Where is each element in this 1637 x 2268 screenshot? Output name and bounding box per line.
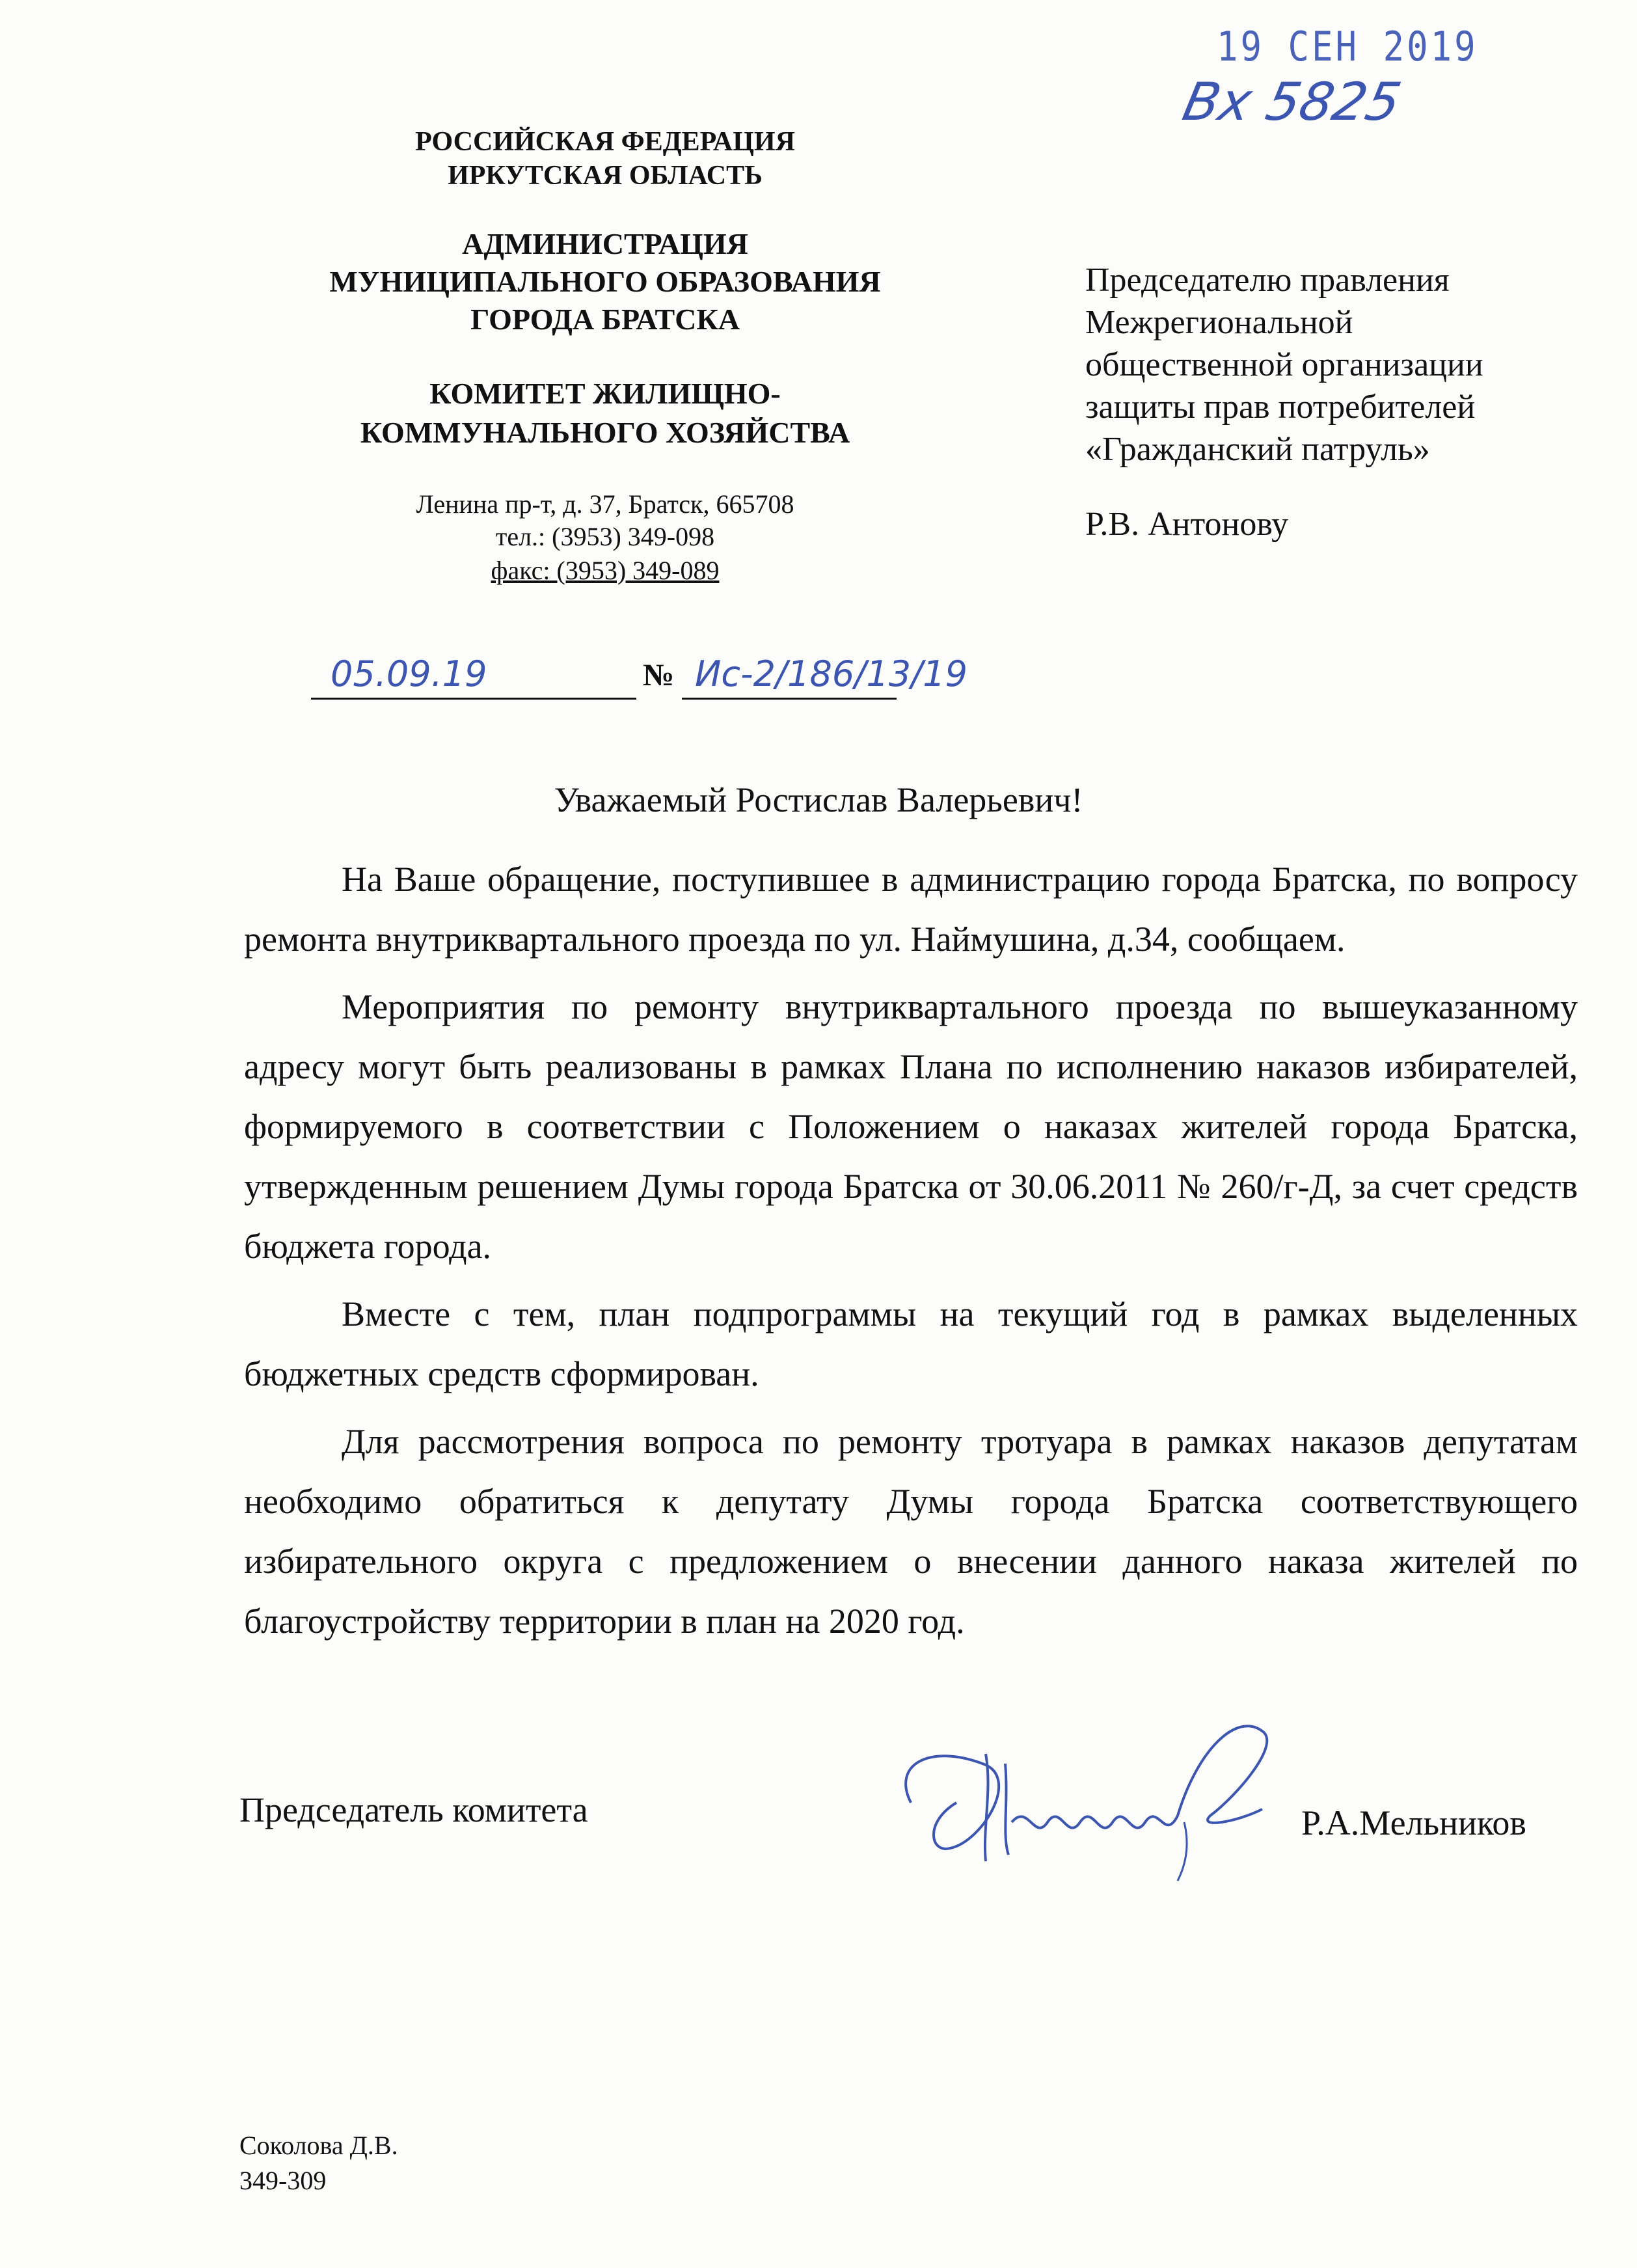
outgoing-number: Ис-2/186/13/19	[695, 653, 968, 694]
letterhead-fax-text: факс: (3953) 349-089	[491, 556, 720, 585]
outgoing-date-field	[311, 655, 636, 700]
body-paragraph: Для рассмотрения вопроса по ремонту тротуара в рамках наказов депутатам необходимо обратиться к депутату Думы города Братска соответствующего избирательного округа с предложением о внесении данного наказа жителей по благоустройству территории в план на 2020 год.	[244, 1422, 1578, 1641]
letterhead-admin-line-2: МУНИЦИПАЛЬНОГО ОБРАЗОВАНИЯ	[329, 265, 881, 298]
letter-body	[244, 849, 1578, 1659]
outgoing-date: 05.09.19	[331, 653, 487, 694]
letterhead-country: РОССИЙСКАЯ ФЕДЕРАЦИЯ	[415, 127, 795, 157]
signatory-name: Р.А.Мельников	[1301, 1803, 1526, 1842]
recipient-line-4: защиты прав потребителей	[1085, 389, 1476, 426]
letterhead-region: ИРКУТСКАЯ ОБЛАСТЬ	[448, 161, 763, 191]
body-paragraph: На Ваше обращение, поступившее в администрацию города Братска, по вопросу ремонта внутриквартального проезда по ул. Наймушина, д.34, сообщаем.	[244, 860, 1578, 959]
incoming-date-stamp: 19 СЕН 2019	[1217, 23, 1478, 70]
greeting: Уважаемый Ростислав Валерьевич!	[554, 780, 1083, 819]
letterhead-committee-line-2: КОММУНАЛЬНОГО ХОЗЯЙСТВА	[360, 416, 850, 449]
letterhead-phone: тел.: (3953) 349-098	[495, 522, 715, 551]
recipient-line-2: Межрегиональной	[1085, 304, 1353, 341]
incoming-registration-number: Вх 5825	[1178, 72, 1407, 132]
letterhead-admin-line-3: ГОРОДА БРАТСКА	[470, 303, 740, 336]
outgoing-number-field	[682, 653, 968, 700]
recipient-line-5: «Гражданский патруль»	[1085, 431, 1430, 468]
letterhead-committee-line-1: КОМИТЕТ ЖИЛИЩНО-	[429, 377, 781, 410]
signatory-title: Председатель комитета	[239, 1790, 588, 1829]
letterhead-address: Ленина пр-т, д. 37, Братск, 665708	[416, 489, 794, 519]
body-paragraph: Мероприятия по ремонту внутриквартального проезда по вышеуказанному адресу могут быть реализованы в рамках Плана по исполнению наказов избирателей, формируемого в соответствии с Положением о наказах жителей города Братска, утвержденным решением Думы города Братска от 30.06.2011 № 260/г-Д, за счет средств бюджета города.	[244, 987, 1578, 1266]
executor-phone: 349-309	[239, 2166, 327, 2195]
recipient-line-1: Председателю правления	[1085, 262, 1450, 299]
executor-block	[239, 2128, 398, 2198]
recipient-block	[1085, 259, 1606, 545]
executor-name: Соколова Д.В.	[239, 2131, 398, 2160]
handwritten-signature	[872, 1692, 1288, 1887]
recipient-name: Р.В. Антонову	[1085, 506, 1289, 543]
letterhead-admin-line-1: АДМИНИСТРАЦИЯ	[462, 227, 748, 260]
number-sign: №	[643, 658, 675, 692]
body-paragraph: Вместе с тем, план подпрограммы на текущий год в рамках выделенных бюджетных средств сформирован.	[244, 1294, 1578, 1393]
letterhead-fax	[260, 554, 950, 587]
recipient-line-3: общественной организации	[1085, 346, 1483, 383]
